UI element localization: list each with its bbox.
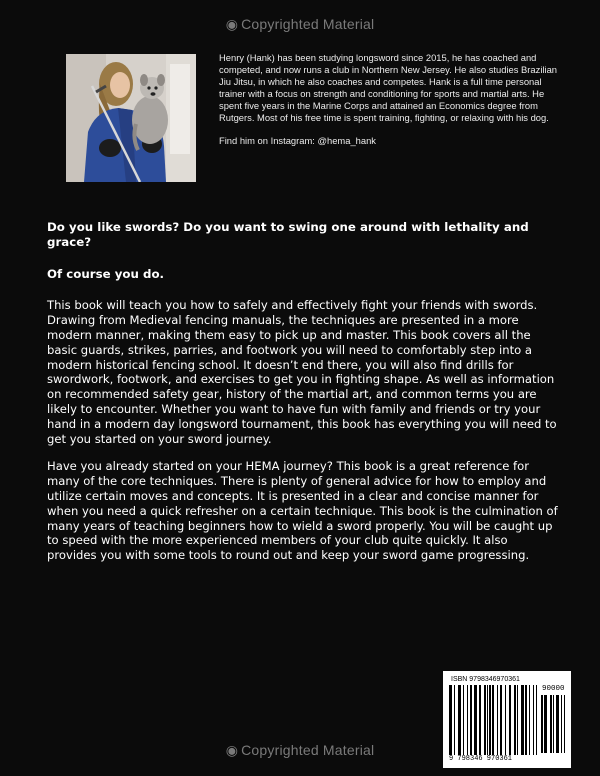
watermark-top [0, 16, 600, 33]
copyright-icon: ◉ [225, 742, 239, 758]
blurb-headline: Do you like swords? Do you want to swing one around with lethality and grace? [47, 220, 529, 249]
barcode-price-code: 90000 [542, 685, 565, 693]
blurb-paragraph-2: Have you already started on your HEMA journey? This book is a great reference for many of the core techniques. There is plenty of general advice for how to employ and utilize certain moves and concepts. It is presented in a clear and concise manner for when you need a quick refresher on a certain technique. This book is the culmination of many years of teaching beginners how to wield a sword properly. You will be caught up to speed with the more experienced members of your club quite quickly. It also provides you with some tools to round out and keep your sword game progressing. [47, 459, 558, 563]
watermark-top-text: Copyrighted Material [241, 16, 375, 32]
isbn-label: ISBN 9798346970361 [451, 676, 520, 683]
author-photo [66, 54, 196, 182]
copyright-icon: ◉ [225, 16, 239, 32]
watermark-bottom [0, 742, 600, 759]
book-blurb [47, 220, 559, 576]
author-bio [219, 52, 559, 147]
blurb-paragraph-1: This book will teach you how to safely and effectively fight your friends with swords. Drawing from Medieval fencing manuals, the techniques are presented in a more modern manner, making them easy to pick up and master. This book covers all the basic guards, strikes, parries, and footwork you will need to comfortably step into a modern historical fencing school. It doesn’t end there, you will also find drills for swordwork, footwork, and exercises to get you in fighting shape. As well as information on recommended safety gear, history of the martial art, and common terms you are likely to encounter. Whether you want to have fun with family and friends or try your hand in a modern day longsword tournament, this book has everything you will need to get you started on your sword journey. [47, 298, 557, 446]
author-bio-text: Henry (Hank) has been studying longsword since 2015, he has coached and competed, and now runs a club in Northern New Jersey. He also studies Brazilian Jiu Jitsu, in which he also coaches and competes. Hank is a full time personal trainer with a focus on strength and conditioning for sports and martial arts. He spent five years in the Marine Corps and attained an Economics degree from Rutgers. Most of his free time is spent training, fighting, or relaxing with his dog. [219, 52, 558, 123]
watermark-bottom-text: Copyrighted Material [241, 742, 375, 758]
blurb-tagline: Of course you do. [47, 266, 165, 281]
author-instagram: Find him on Instagram: @hema_hank [219, 135, 376, 147]
barcode-digits: 9 798346 970361 [449, 755, 513, 763]
author-photo-illustration [66, 54, 196, 182]
